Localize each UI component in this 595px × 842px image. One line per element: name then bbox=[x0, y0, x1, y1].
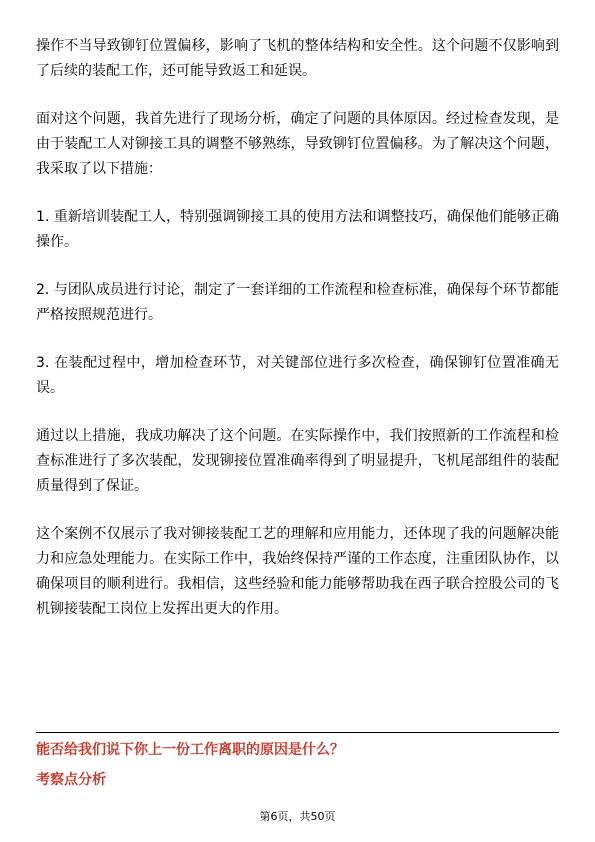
list-item-1: 1. 重新培训装配工人，特别强调铆接工具的使用方法和调整技巧，确保他们能够正确操作。 bbox=[36, 209, 559, 250]
document-body bbox=[36, 34, 559, 645]
analysis-label: 考察点分析 bbox=[36, 772, 106, 788]
paragraph-result: 通过以上措施，我成功解决了这个问题。在实际操作中，我们按照新的工作流程和检查标准进行了多次装配，发现铆接位置准确率得到了明显提升，飞机尾部组件的装配质量得到了保证。 bbox=[36, 428, 559, 494]
section-divider bbox=[36, 732, 559, 733]
list-item-3: 3. 在装配过程中，增加检查环节，对关键部位进行多次检查，确保铆钉位置准确无误。 bbox=[36, 355, 559, 396]
list-item-2: 2. 与团队成员进行讨论，制定了一套详细的工作流程和检查标准，确保每个环节都能严格按照规范进行。 bbox=[36, 282, 559, 323]
question-heading: 能否给我们说下你上一份工作离职的原因是什么？ bbox=[36, 742, 344, 758]
paragraph-conclusion: 这个案例不仅展示了我对铆接装配工艺的理解和应用能力，还体现了我的问题解决能力和应急处理能力。在实际工作中，我始终保持严谨的工作态度，注重团队协作，以确保项目的顺利进行。我相信，这些经验和能力能够帮助我在西子联合控股公司的飞机铆接装配工岗位上发挥出更大的作用。 bbox=[36, 526, 559, 617]
page-indicator: 第6页，共50页 bbox=[259, 810, 336, 823]
paragraph-1: 操作不当导致铆钉位置偏移，影响了飞机的整体结构和安全性。这个问题不仅影响到了后续的装配工作，还可能导致返工和延误。 bbox=[36, 38, 559, 79]
paragraph-2: 面对这个问题，我首先进行了现场分析，确定了问题的具体原因。经过检查发现，是由于装配工人对铆接工具的调整不够熟练，导致铆钉位置偏移。为了解决这个问题，我采取了以下措施： bbox=[36, 111, 559, 177]
